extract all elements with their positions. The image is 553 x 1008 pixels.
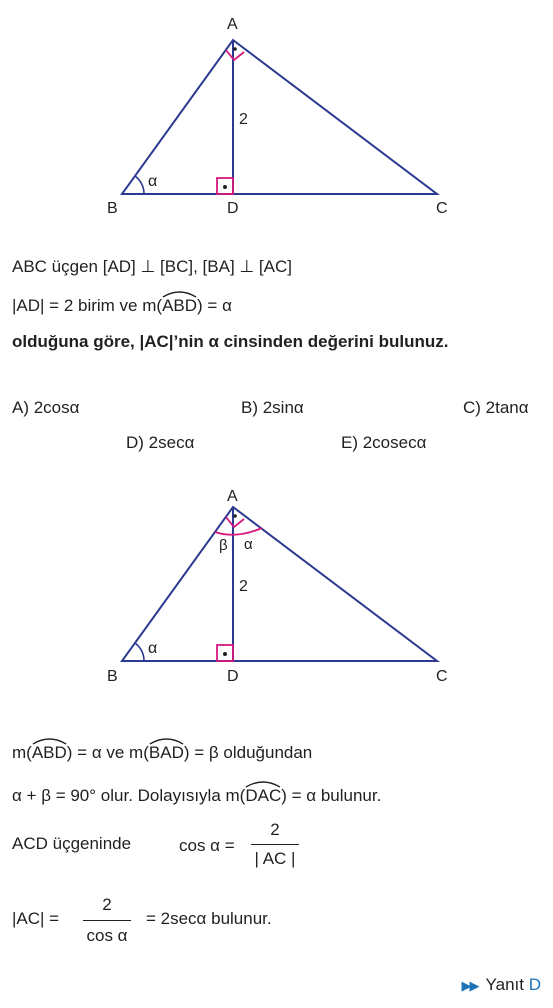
solution-line-4-rhs: = 2secα bulunur. bbox=[146, 909, 272, 928]
choice-a[interactable]: A) 2cosα bbox=[12, 398, 80, 417]
question-line-2 bbox=[12, 296, 232, 316]
fraction-ac-numerator: 2 bbox=[102, 895, 112, 914]
right-angle-mark-a-2 bbox=[226, 517, 244, 527]
triangle-figure-2 bbox=[0, 480, 553, 690]
length-ad-label: 2 bbox=[239, 111, 248, 128]
answer-indicator bbox=[462, 975, 541, 995]
angle-b-arc-2 bbox=[135, 643, 144, 661]
question-line-1: ABC üçgen [AD] ⊥ [BC], [BA] ⊥ [AC] bbox=[12, 257, 292, 276]
fraction-ac-bar bbox=[83, 920, 131, 921]
solution-line-4-lhs: |AC| = bbox=[12, 909, 60, 928]
angle-notation-dac: DAC bbox=[245, 786, 281, 806]
question-line-2-suffix: ) = α bbox=[197, 296, 232, 315]
vertex-d-label-2: D bbox=[227, 668, 239, 685]
angle-dac-label: α bbox=[244, 536, 253, 553]
angle-notation-abd: ABD bbox=[32, 743, 67, 763]
fraction-ac-denominator: cos α bbox=[86, 926, 128, 945]
fraction-cos-numerator: 2 bbox=[270, 820, 280, 839]
fraction-cos bbox=[249, 818, 301, 872]
angle-a-arc-2 bbox=[215, 528, 262, 535]
vertex-a-label: A bbox=[227, 16, 238, 33]
solution-line-3-lhs: cos α = bbox=[179, 836, 235, 855]
choice-d[interactable]: D) 2secα bbox=[126, 433, 195, 452]
choice-c[interactable]: C) 2tanα bbox=[463, 398, 529, 417]
vertex-b-label: B bbox=[107, 200, 118, 217]
angle-notation-bad: BAD bbox=[149, 743, 184, 763]
angle-b-label: α bbox=[148, 173, 158, 190]
answer-letter: D bbox=[528, 975, 541, 994]
angle-notation: ABD bbox=[162, 296, 197, 316]
vertex-c-label: C bbox=[436, 200, 448, 217]
triangle-abc-2 bbox=[122, 507, 437, 661]
length-ad-label-2: 2 bbox=[239, 578, 248, 595]
angle-b-label-2: α bbox=[148, 640, 158, 657]
double-arrow-icon: ▶▶ bbox=[461, 978, 478, 993]
solution-line-3-label: ACD üçgeninde bbox=[12, 834, 132, 853]
right-angle-dot-a bbox=[233, 47, 237, 51]
right-angle-dot-a-2 bbox=[233, 514, 237, 518]
solution-line-1: m( ABD) = α ve m( BAD) = β olduğundan bbox=[12, 743, 312, 763]
right-angle-mark-a bbox=[226, 50, 244, 60]
solution-line-2: α + β = 90° olur. Dolayısıyla m( DAC) = α bulunur. bbox=[12, 786, 381, 806]
fraction-ac bbox=[81, 893, 133, 949]
choice-e[interactable]: E) 2cosecα bbox=[341, 433, 427, 452]
fraction-cos-denominator: | AC | bbox=[254, 849, 296, 868]
question-line-3: olduğuna göre, |AC|’nin α cinsinden değerini bulunuz. bbox=[12, 332, 449, 351]
triangle-abc bbox=[122, 40, 437, 194]
answer-label: Yanıt bbox=[485, 975, 524, 994]
angle-b-arc bbox=[135, 176, 144, 194]
vertex-a-label-2: A bbox=[227, 488, 238, 505]
triangle-figure-1 bbox=[0, 0, 553, 225]
vertex-c-label-2: C bbox=[436, 668, 448, 685]
fraction-cos-bar bbox=[251, 844, 299, 845]
arc-hat bbox=[162, 290, 197, 298]
question-line-2-prefix: |AD| = 2 birim ve m( bbox=[12, 296, 163, 315]
right-angle-dot-d-2 bbox=[223, 652, 227, 656]
angle-bad-label: β bbox=[219, 537, 228, 554]
vertex-d-label: D bbox=[227, 200, 239, 217]
vertex-b-label-2: B bbox=[107, 668, 118, 685]
choice-b[interactable]: B) 2sinα bbox=[241, 398, 304, 417]
right-angle-dot-d bbox=[223, 185, 227, 189]
